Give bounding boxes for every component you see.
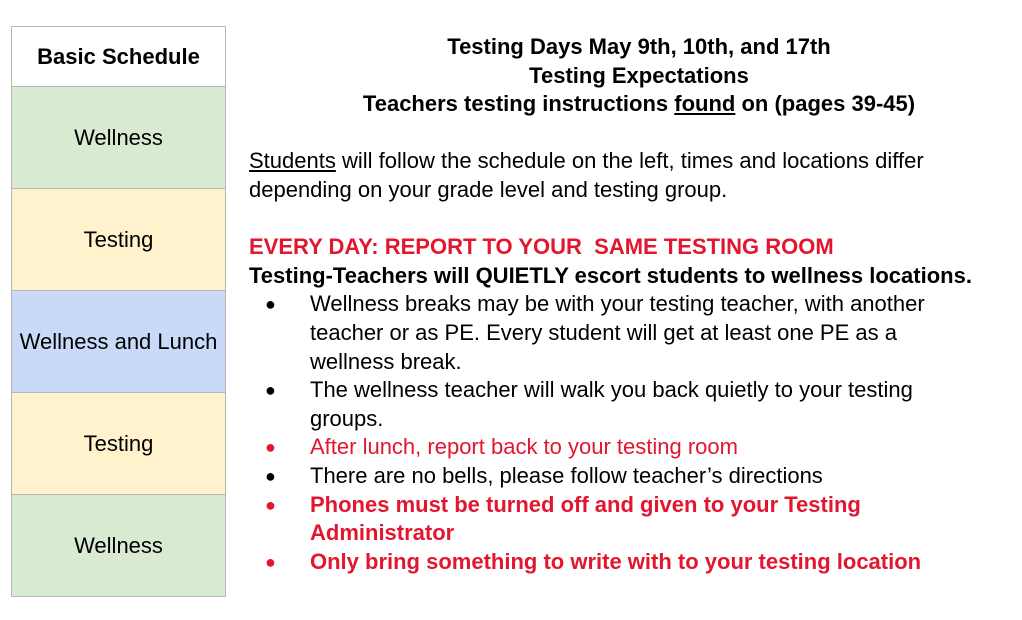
instructions-text-post: on (pages 39-45) — [735, 91, 916, 117]
bullet-icon: ● — [265, 294, 276, 315]
testing-expectations-title: Testing Expectations — [529, 62, 749, 88]
bullet-icon: ● — [265, 494, 276, 515]
schedule-row-wellness-1: Wellness — [12, 87, 226, 189]
students-word: Students — [249, 148, 336, 174]
list-item — [249, 376, 1009, 433]
list-item — [249, 462, 1009, 491]
heading-block — [249, 33, 1009, 119]
list-item-text: After lunch, report back to your testing room — [310, 434, 738, 460]
bullet-icon: ● — [265, 437, 276, 458]
list-item-text: There are no bells, please follow teacher’s directions — [310, 462, 823, 488]
expectations-list — [249, 290, 1009, 576]
schedule-row-wellness-lunch: Wellness and Lunch — [12, 291, 226, 393]
every-day-notice: EVERY DAY: REPORT TO YOUR SAME TESTING ROOM — [249, 234, 834, 260]
bullet-icon: ● — [265, 465, 276, 486]
students-paragraph-rest: will follow the schedule on the left, times and locations differ depending on your grade level and testing group. — [249, 148, 924, 202]
list-item — [249, 491, 1009, 548]
students-paragraph — [249, 147, 1009, 204]
list-item — [249, 290, 1009, 376]
list-item-text: Only bring something to write with to your testing location — [310, 548, 922, 574]
schedule-row-testing-1: Testing — [12, 189, 226, 291]
schedule-row-wellness-2: Wellness — [12, 495, 226, 597]
basic-schedule-table — [11, 26, 226, 597]
list-item-text: Wellness breaks may be with your testing teacher, with another teacher or as PE. Every student will get at least one PE as a wellness break. — [310, 291, 925, 374]
bullet-icon: ● — [265, 551, 276, 572]
instructions-text-pre: Teachers testing instructions — [362, 91, 675, 117]
schedule-row-testing-2: Testing — [12, 393, 226, 495]
testing-instructions — [249, 33, 1009, 576]
schedule-header: Basic Schedule — [12, 27, 226, 87]
teachers-instructions-line — [269, 90, 1009, 119]
list-item-text: The wellness teacher will walk you back quietly to your testing groups. — [310, 377, 913, 431]
instructions-text-underlined: found — [674, 91, 736, 117]
list-item — [249, 548, 1009, 577]
list-item-text: Phones must be turned off and given to your Testing Administrator — [310, 491, 861, 546]
testing-days-title: Testing Days May 9th, 10th, and 17th — [447, 34, 831, 59]
list-item — [249, 433, 1009, 462]
bullet-icon: ● — [265, 380, 276, 401]
escort-notice: Testing-Teachers will QUIETLY escort students to wellness locations. — [249, 262, 972, 288]
